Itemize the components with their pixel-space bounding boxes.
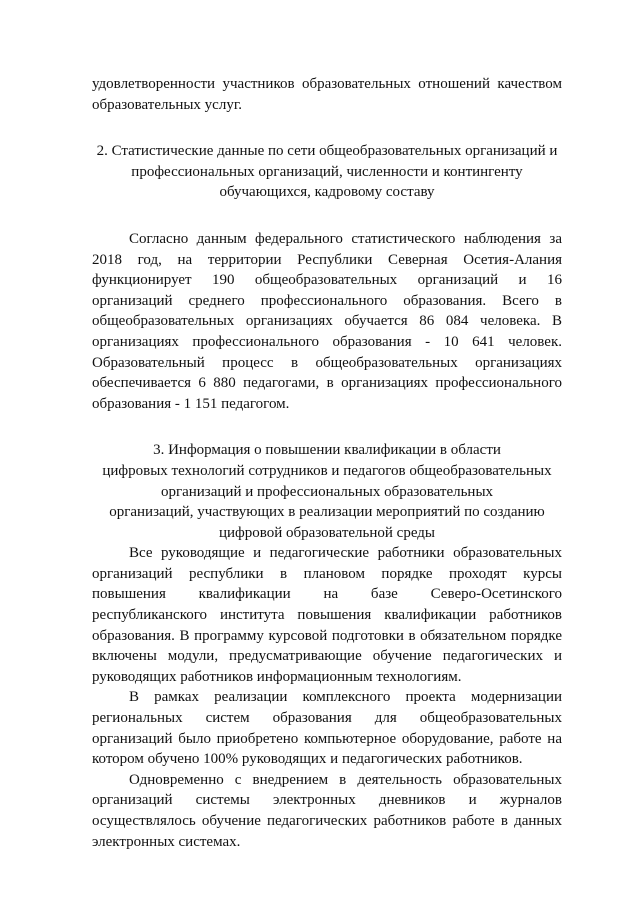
document-page bbox=[92, 74, 562, 852]
section-2-heading bbox=[92, 141, 562, 203]
section-2-paragraph: Согласно данным федерального статистического наблюдения за 2018 год, на территории Республики Северная Осетия-Алания функционирует 190 общеобразовательных организаций и 16 организаций среднего профессионального образования. Всего в общеобразовательных организациях обучается 86 084 человека. В организациях профессионального образования - 10 641 человек. Образовательный процесс в общеобразовательных организациях обеспечивается 6 880 педагогами, в организациях профессионального образования - 1 151 педагогом. bbox=[92, 230, 562, 412]
section-2-heading-line: 2. Статистические данные по сети общеобразовательных организаций и bbox=[96, 143, 558, 160]
section-3-heading-line: организаций, участвующих в реализации мероприятий по созданию bbox=[109, 504, 545, 521]
intro-paragraph: удовлетворенности участников образовательных отношений качеством образовательных услуг. bbox=[92, 76, 562, 113]
section-3-paragraph-3: Одновременно с внедрением в деятельность образовательных организаций системы электронных дневников и журналов осуществлялось обучение педагогических работников работе в данных электронных системах. bbox=[92, 771, 562, 850]
section-3-heading-line: цифровой образовательной среды bbox=[219, 524, 435, 541]
section-3-heading-line: цифровых технологий сотрудников и педагогов общеобразовательных bbox=[102, 462, 552, 479]
section-3-heading-line: 3. Информация о повышении квалификации в области bbox=[153, 442, 501, 459]
section-3-heading-line: организаций и профессиональных образовательных bbox=[160, 483, 494, 500]
section-3-paragraph-1: Все руководящие и педагогические работники образовательных организаций республики в плановом порядке проходят курсы повышения квалификации на базе Северо-Осетинского республиканского института повышения квалификации работников образования. В программу курсовой подготовки в обязательном порядке включены модули, предусматривающие обучение педагогических и руководящих работников информационным технологиям. bbox=[92, 545, 562, 685]
section-2-heading-line: обучающихся, кадровому составу bbox=[219, 184, 435, 201]
spacer bbox=[92, 115, 562, 141]
spacer bbox=[92, 414, 562, 440]
spacer bbox=[92, 203, 562, 229]
section-2-heading-line: профессиональных организаций, численности и контингенту bbox=[131, 163, 523, 180]
section-3-heading bbox=[92, 440, 562, 543]
section-3-paragraph-2: В рамках реализации комплексного проекта модернизации региональных систем образования для общеобразовательных организаций было приобретено компьютерное оборудование, работе на котором обучено 100% руководящих и педагогических работников. bbox=[92, 689, 562, 768]
